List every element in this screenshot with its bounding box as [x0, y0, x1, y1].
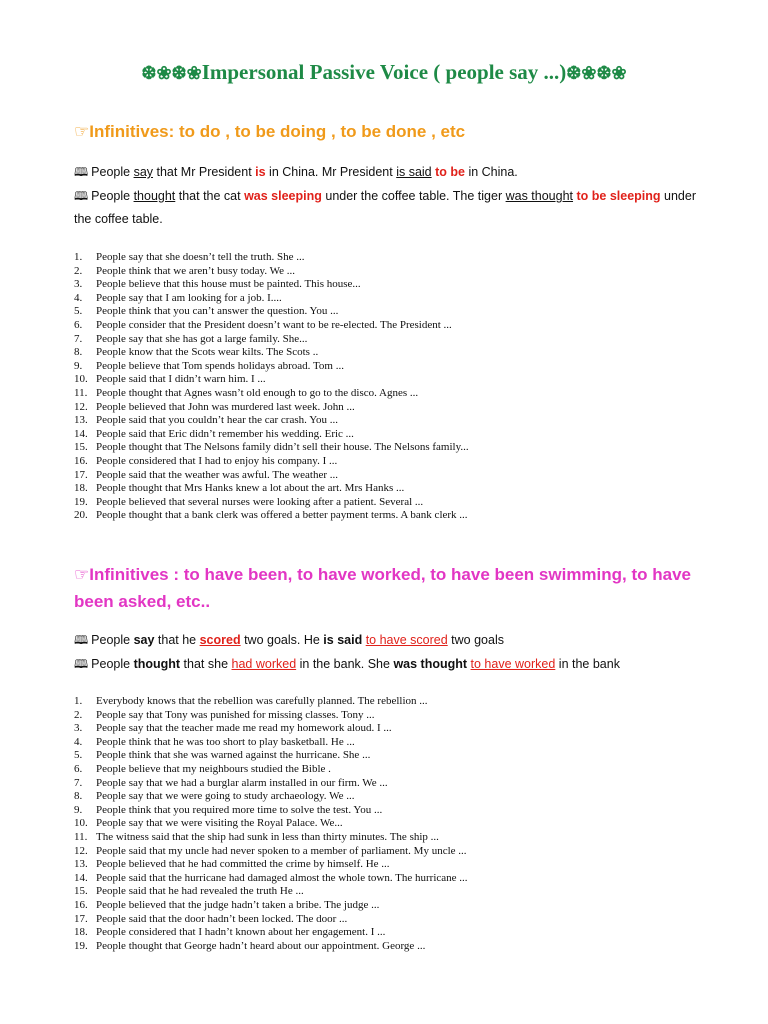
exercise-text: People said that the door hadn’t been locked. The door ... — [96, 912, 348, 925]
exercise-item — [74, 858, 714, 872]
exercise-item — [74, 763, 714, 777]
exercise-number: 6. — [74, 318, 83, 331]
exercise-number: 4. — [74, 735, 83, 748]
exercise-item — [74, 387, 714, 401]
exercise-text: People believe that Tom spends holidays abroad. Tom ... — [96, 359, 344, 372]
example-segment: is said — [323, 633, 363, 647]
exercise-text: People considered that I had to enjoy his company. I ... — [96, 454, 338, 467]
exercise-number: 16. — [74, 898, 88, 911]
section1-exercise-list — [74, 251, 714, 523]
exercise-item — [74, 872, 714, 886]
exercise-item — [74, 831, 714, 845]
exercise-number: 10. — [74, 373, 88, 386]
exercise-text: People say that we were going to study archaeology. We ... — [96, 790, 355, 803]
section2-exercise-list — [74, 695, 714, 953]
exercise-number: 18. — [74, 482, 88, 495]
exercise-item — [74, 346, 714, 360]
exercise-item — [74, 469, 714, 483]
book-icon: 🕮 — [74, 633, 89, 647]
exercise-item — [74, 333, 714, 347]
example-segment: thought — [133, 657, 181, 671]
exercise-number: 4. — [74, 291, 83, 304]
exercise-text: People thought that The Nelsons family didn’t sell their house. The Nelsons family... — [96, 441, 469, 454]
exercise-item — [74, 845, 714, 859]
exercise-item — [74, 722, 714, 736]
flower-ornament-icon: ❆❀❆❀ — [141, 63, 202, 83]
exercise-number: 15. — [74, 441, 88, 454]
example-segment: People — [91, 165, 134, 179]
exercise-item — [74, 482, 714, 496]
exercise-number: 3. — [74, 278, 83, 291]
book-icon: 🕮 — [74, 657, 89, 671]
exercise-text: People say that the teacher made me read my homework aloud. I ... — [96, 722, 392, 735]
example-segment: is — [255, 165, 266, 179]
example-segment: that Mr President — [153, 165, 256, 179]
exercise-text: People believed that John was murdered last week. John ... — [96, 400, 355, 413]
exercise-number: 1. — [74, 695, 83, 707]
exercise-text: People said that the weather was awful. The weather ... — [96, 468, 339, 481]
example-segment: that she — [180, 657, 232, 671]
example-segment: say — [133, 165, 154, 179]
example-segment: to have scored — [365, 633, 448, 647]
section1-heading-text: Infinitives: to do , to be doing , to be done , etc — [89, 122, 466, 141]
exercise-number: 19. — [74, 495, 88, 508]
exercise-text: People think that we aren’t busy today. We ... — [96, 264, 296, 277]
exercise-number: 2. — [74, 708, 83, 721]
exercise-number: 17. — [74, 468, 88, 481]
exercise-text: People thought that Mrs Hanks knew a lot about the art. Mrs Hanks ... — [96, 482, 405, 495]
example-segment: under the coffee table. — [74, 189, 696, 226]
exercise-text: People said that you couldn’t hear the car crash. You ... — [96, 414, 339, 427]
exercise-text: People say that she doesn’t tell the truth. She ... — [96, 251, 305, 263]
example-segment: to have worked — [470, 657, 556, 671]
example-segment: is said — [396, 165, 432, 179]
exercise-text: People said that he had revealed the truth He ... — [96, 885, 304, 898]
exercise-item — [74, 695, 714, 709]
exercise-number: 10. — [74, 817, 88, 830]
exercise-text: People think that you can’t answer the question. You ... — [96, 305, 339, 318]
example-segment: in China. Mr President — [265, 165, 397, 179]
example-segment: was sleeping — [244, 189, 322, 203]
exercise-item — [74, 899, 714, 913]
example-segment: thought — [133, 189, 176, 203]
exercise-text: People think that she was warned against the hurricane. She ... — [96, 749, 371, 762]
exercise-number: 14. — [74, 427, 88, 440]
example-segment: that the cat — [175, 189, 245, 203]
exercise-item — [74, 885, 714, 899]
exercise-item — [74, 278, 714, 292]
exercise-text: The witness said that the ship had sunk in less than thirty minutes. The ship ... — [96, 830, 439, 843]
example-segment: People — [91, 633, 134, 647]
exercise-text: People believed that the judge hadn’t taken a bribe. The judge ... — [96, 898, 380, 911]
exercise-text: People think that you required more time to solve the test. You ... — [96, 803, 383, 816]
exercise-number: 1. — [74, 251, 83, 263]
section2-example-2 — [74, 653, 714, 676]
exercise-number: 16. — [74, 454, 88, 467]
exercise-number: 13. — [74, 858, 88, 871]
exercise-item — [74, 790, 714, 804]
exercise-number: 7. — [74, 776, 83, 789]
exercise-text: People said that Eric didn’t remember his wedding. Eric ... — [96, 427, 354, 440]
exercise-number: 12. — [74, 400, 88, 413]
exercise-text: People believe that my neighbours studied the Bible . — [96, 762, 331, 775]
exercise-item — [74, 373, 714, 387]
exercise-item — [74, 736, 714, 750]
section2-heading — [74, 561, 714, 615]
example-segment: scored — [199, 633, 241, 647]
exercise-text: People say that we had a burglar alarm installed in our firm. We ... — [96, 776, 388, 789]
exercise-number: 7. — [74, 332, 83, 345]
exercise-number: 6. — [74, 762, 83, 775]
book-icon: 🕮 — [74, 165, 89, 179]
pointing-hand-icon: ☞ — [74, 565, 90, 584]
exercise-number: 15. — [74, 885, 88, 898]
exercise-number: 5. — [74, 749, 83, 762]
example-segment: in the bank — [555, 657, 620, 671]
exercise-number: 20. — [74, 509, 88, 522]
exercise-item — [74, 777, 714, 791]
exercise-number: 17. — [74, 912, 88, 925]
exercise-item — [74, 749, 714, 763]
example-segment: People — [91, 657, 134, 671]
exercise-item — [74, 319, 714, 333]
exercise-item — [74, 265, 714, 279]
exercise-number: 8. — [74, 346, 83, 359]
exercise-text: People said that my uncle had never spoken to a member of parliament. My uncle ... — [96, 844, 467, 857]
example-segment: in China. — [464, 165, 518, 179]
exercise-item — [74, 292, 714, 306]
exercise-item — [74, 817, 714, 831]
exercise-text: People thought that Agnes wasn’t old enough to go to the disco. Agnes ... — [96, 386, 419, 399]
exercise-number: 3. — [74, 722, 83, 735]
exercise-number: 8. — [74, 790, 83, 803]
pointing-hand-icon: ☞ — [74, 122, 90, 141]
exercise-number: 9. — [74, 359, 83, 372]
example-segment: to be sleeping — [576, 189, 661, 203]
exercise-text: People think that he was too short to play basketball. He ... — [96, 735, 355, 748]
exercise-item — [74, 305, 714, 319]
exercise-text: People consider that the President doesn’t want to be re-elected. The President ... — [96, 318, 452, 331]
exercise-number: 11. — [74, 386, 88, 399]
example-segment: that he — [154, 633, 200, 647]
page-title — [0, 60, 768, 85]
exercise-text: People say that she has got a large family. She... — [96, 332, 308, 345]
exercise-item — [74, 455, 714, 469]
exercise-text: People believed that several nurses were looking after a patient. Several ... — [96, 495, 424, 508]
exercise-item — [74, 804, 714, 818]
exercise-number: 18. — [74, 926, 88, 939]
example-segment: two goals — [447, 633, 504, 647]
section1-heading — [74, 122, 465, 142]
exercise-text: People said that the hurricane had damaged almost the whole town. The hurricane ... — [96, 871, 468, 884]
example-segment: was thought — [505, 189, 574, 203]
section2-example-1 — [74, 629, 714, 652]
example-segment: two goals. He — [240, 633, 324, 647]
section2-heading-text: Infinitives : to have been, to have worked, to have been swimming, to have been asked, etc.. — [74, 565, 691, 611]
example-segment: in the bank. She — [296, 657, 394, 671]
exercise-text: Everybody knows that the rebellion was carefully planned. The rebellion ... — [96, 695, 428, 707]
exercise-text: People considered that I hadn’t known about her engagement. I ... — [96, 926, 386, 939]
exercise-item — [74, 509, 714, 523]
page-title-text: Impersonal Passive Voice ( people say ...) — [201, 60, 567, 84]
exercise-text: People know that the Scots wear kilts. The Scots .. — [96, 346, 319, 359]
example-segment: People — [91, 189, 134, 203]
exercise-text: People thought that George hadn’t heard about our appointment. George ... — [96, 939, 426, 952]
exercise-item — [74, 428, 714, 442]
exercise-text: People say that we were visiting the Royal Palace. We... — [96, 817, 343, 830]
section1-example-1 — [74, 161, 714, 184]
exercise-item — [74, 441, 714, 455]
exercise-item — [74, 913, 714, 927]
exercise-text: People say that Tony was punished for missing classes. Tony ... — [96, 708, 375, 721]
exercise-item — [74, 940, 714, 954]
exercise-text: People say that I am looking for a job. I.... — [96, 291, 282, 304]
flower-ornament-icon: ❆❀❆❀ — [566, 63, 627, 83]
example-segment: to be — [435, 165, 465, 179]
exercise-number: 12. — [74, 844, 88, 857]
example-segment: under the coffee table. The tiger — [321, 189, 506, 203]
exercise-item — [74, 414, 714, 428]
exercise-text: People believe that this house must be painted. This house... — [96, 278, 361, 291]
example-segment: was thought — [393, 657, 468, 671]
exercise-text: People said that I didn’t warn him. I ... — [96, 373, 266, 386]
exercise-text: People believed that he had committed the crime by himself. He ... — [96, 858, 390, 871]
exercise-item — [74, 926, 714, 940]
exercise-number: 2. — [74, 264, 83, 277]
example-segment: had worked — [231, 657, 297, 671]
exercise-text: People thought that a bank clerk was offered a better payment terms. A bank clerk ... — [96, 509, 468, 522]
exercise-item — [74, 251, 714, 265]
example-segment: say — [133, 633, 155, 647]
exercise-number: 9. — [74, 803, 83, 816]
exercise-item — [74, 401, 714, 415]
exercise-number: 14. — [74, 871, 88, 884]
exercise-item — [74, 709, 714, 723]
exercise-number: 11. — [74, 830, 88, 843]
exercise-number: 13. — [74, 414, 88, 427]
section1-example-2 — [74, 185, 714, 231]
exercise-item — [74, 360, 714, 374]
book-icon: 🕮 — [74, 189, 89, 203]
exercise-number: 19. — [74, 939, 88, 952]
exercise-item — [74, 496, 714, 510]
exercise-number: 5. — [74, 305, 83, 318]
